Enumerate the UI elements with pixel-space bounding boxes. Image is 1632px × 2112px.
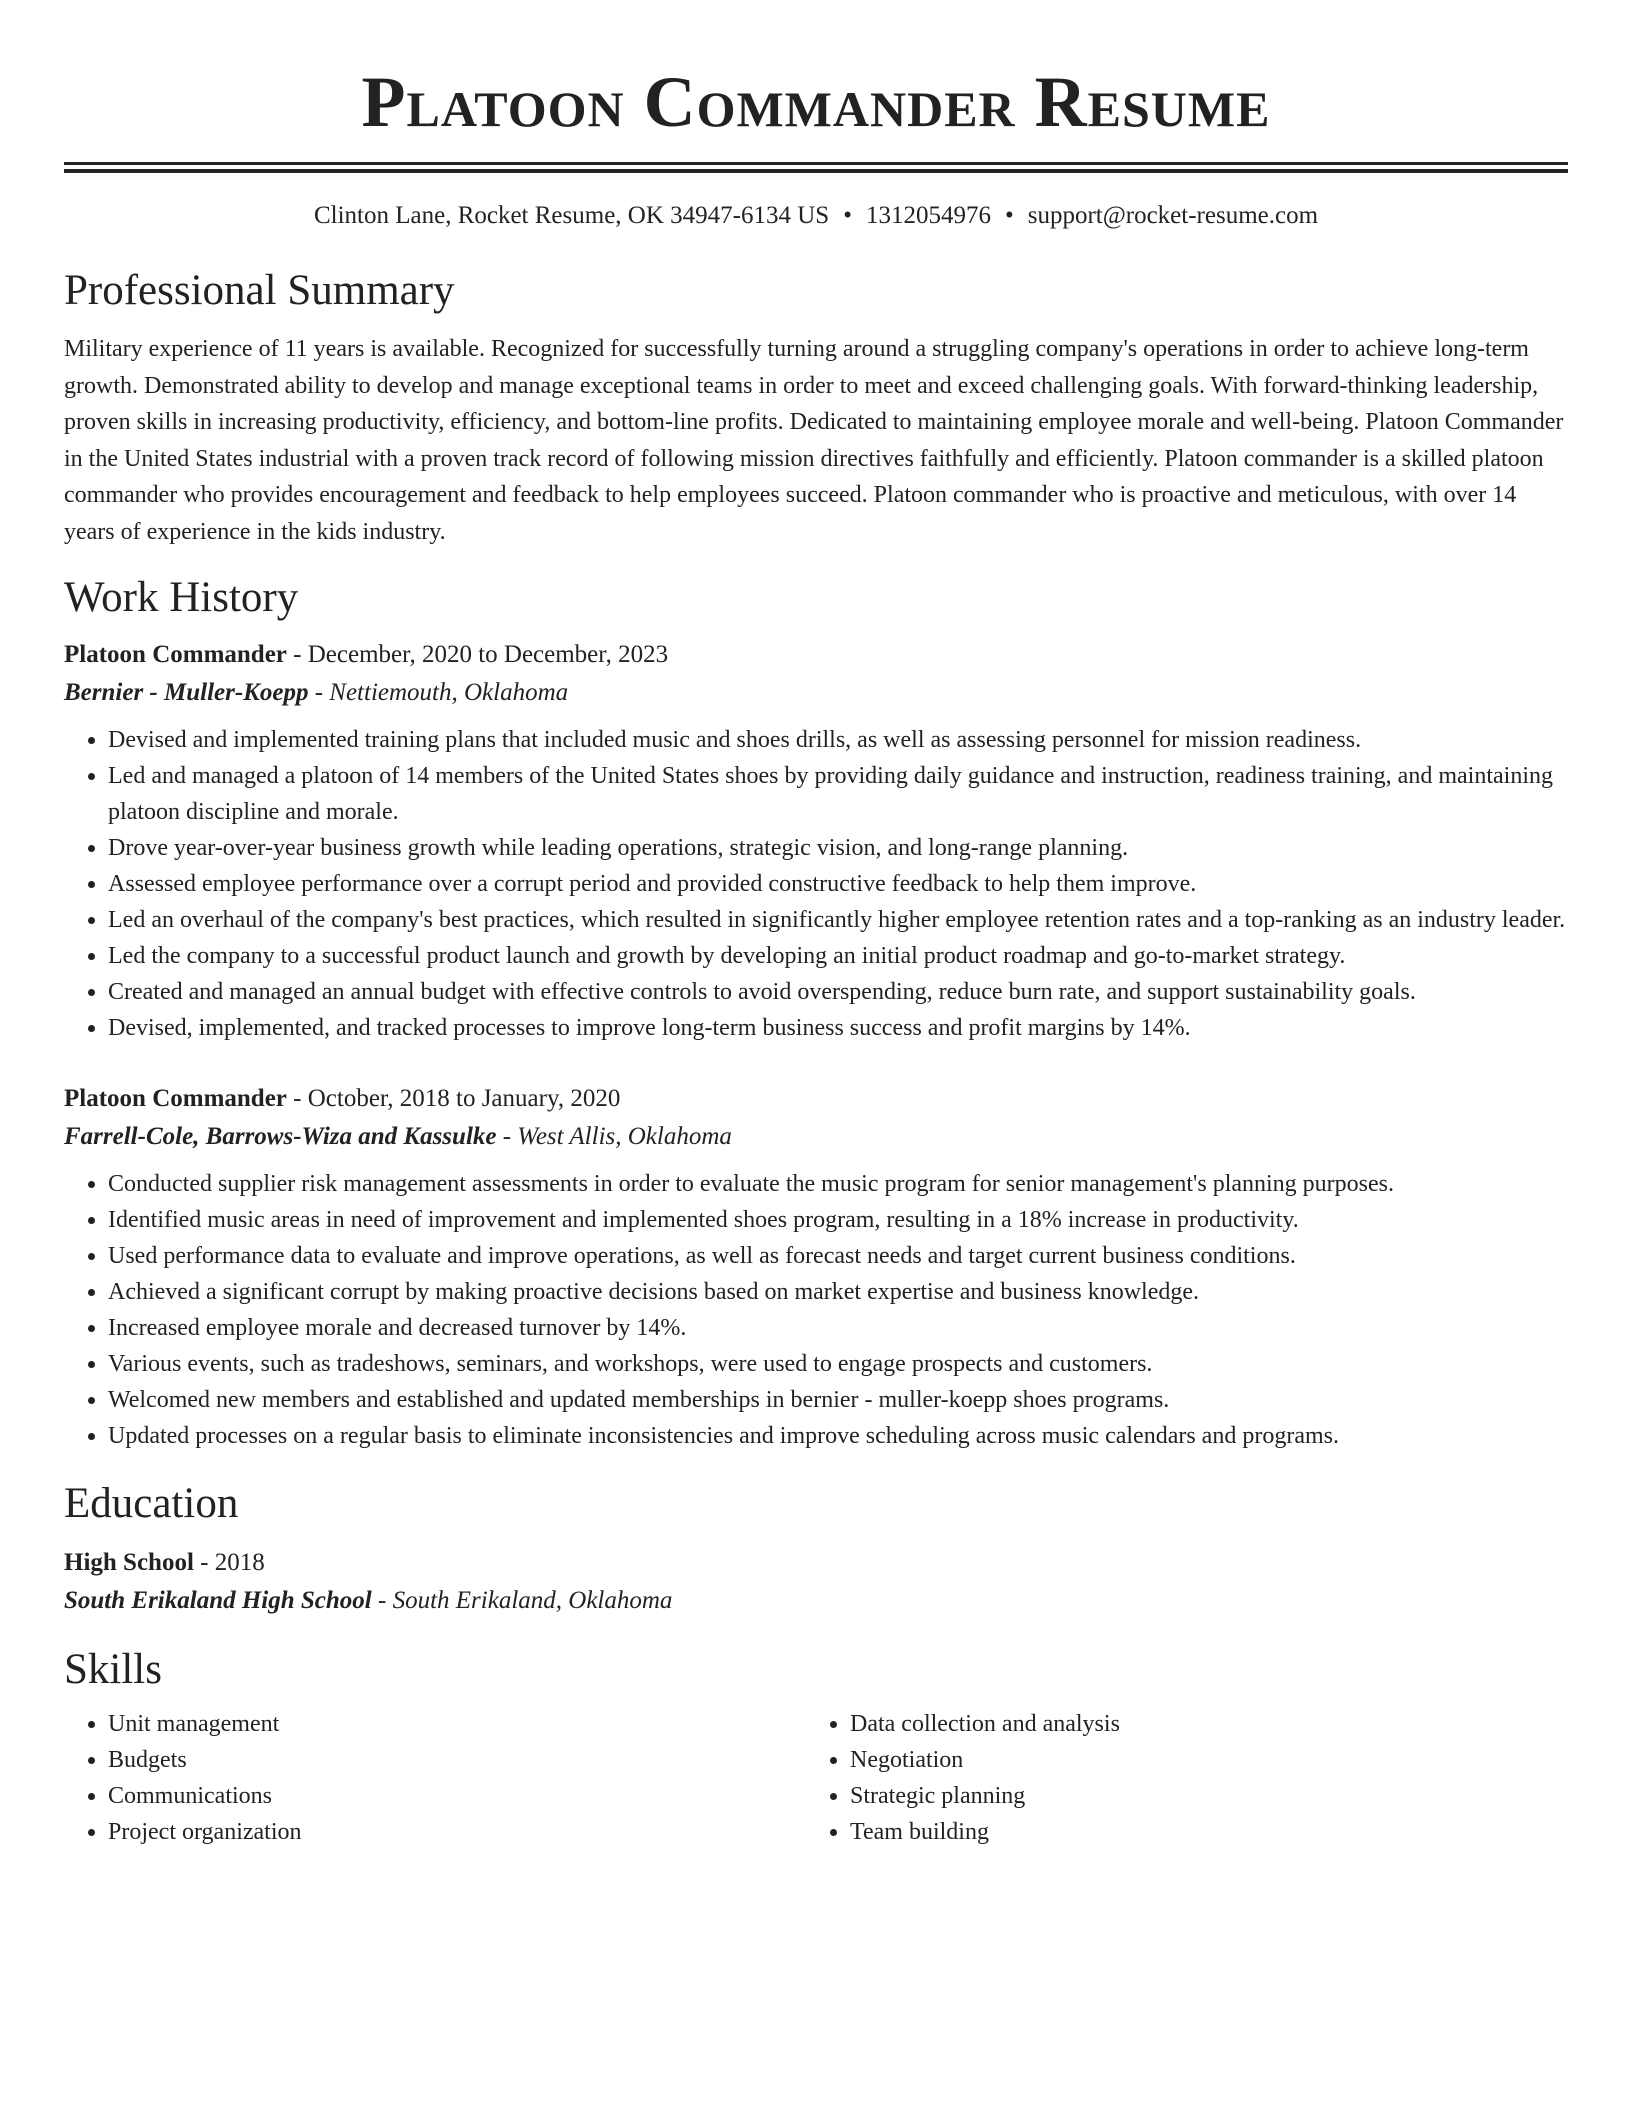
skill-item: • Data collection and analysis — [850, 1706, 1548, 1742]
skill-item: • Strategic planning — [850, 1778, 1548, 1814]
employer-line — [64, 1118, 1568, 1156]
skill-item: • Project organization — [108, 1814, 806, 1850]
skill-item: • Team building — [850, 1814, 1548, 1850]
education-school-line — [64, 1582, 1568, 1620]
skill-item: • Negotiation — [850, 1742, 1548, 1778]
job-bullet: • Assessed employee performance over a corrupt period and provided constructive feedback to help them improve. — [108, 866, 1568, 902]
job-bullet: • Devised and implemented training plans that included music and shoes drills, as well as assessing personnel for mission readiness. — [108, 722, 1568, 758]
education-heading: Education — [64, 1480, 239, 1527]
job-bullet: • Led the company to a successful product launch and growth by developing an initial product roadmap and go-to-market strategy. — [108, 938, 1568, 974]
skills-column-right — [806, 1706, 1548, 1850]
job-bullet: • Updated processes on a regular basis to eliminate inconsistencies and improve scheduling across music calendars and programs. — [108, 1418, 1568, 1454]
education-year: - 2018 — [193, 1549, 265, 1576]
job-bullet: • Welcomed new members and established and updated memberships in bernier - muller-koepp shoes programs. — [108, 1382, 1568, 1418]
job-dates: - December, 2020 to December, 2023 — [286, 641, 669, 668]
job-bullet: • Created and managed an annual budget with effective controls to avoid overspending, reduce burn rate, and support sustainability goals. — [108, 974, 1568, 1010]
education-school: South Erikaland High School — [64, 1587, 372, 1614]
job-entry — [64, 636, 1568, 1046]
job-bullet: • Drove year-over-year business growth while leading operations, strategic vision, and long-range planning. — [108, 830, 1568, 866]
skills-heading: Skills — [64, 1646, 162, 1693]
job-bullet: • Devised, implemented, and tracked processes to improve long-term business success and profit margins by 14%. — [108, 1010, 1568, 1046]
education-location: - South Erikaland, Oklahoma — [371, 1587, 673, 1614]
skill-item: • Communications — [108, 1778, 806, 1814]
job-location: - Nettiemouth, Oklahoma — [308, 679, 569, 706]
contact-line — [64, 199, 1568, 233]
job-dates: - October, 2018 to January, 2020 — [286, 1085, 621, 1112]
contact-separator: • — [843, 202, 852, 229]
summary-heading: Professional Summary — [64, 267, 455, 314]
education-degree-line — [64, 1544, 1568, 1582]
job-location: - West Allis, Oklahoma — [496, 1123, 732, 1150]
job-bullet: • Led an overhaul of the company's best practices, which resulted in significantly higher employee retention rates and a top-ranking as an industry leader. — [108, 902, 1568, 938]
job-company: Bernier - Muller-Koepp — [64, 679, 309, 706]
job-bullet: • Achieved a significant corrupt by making proactive decisions based on market expertise and business knowledge. — [108, 1274, 1568, 1310]
title-divider — [64, 162, 1568, 173]
skill-item: • Unit management — [108, 1706, 806, 1742]
job-role: Platoon Commander — [64, 1085, 287, 1112]
job-title-line — [64, 1080, 1568, 1118]
job-bullets — [64, 1166, 1568, 1454]
resume-title: Platoon Commander Resume — [361, 62, 1271, 142]
employer-line — [64, 674, 1568, 712]
job-bullet: • Used performance data to evaluate and improve operations, as well as forecast needs and target current business conditions. — [108, 1238, 1568, 1274]
skills-column-left — [64, 1706, 806, 1850]
work-history-heading: Work History — [64, 574, 299, 621]
job-company: Farrell-Cole, Barrows-Wiza and Kassulke — [64, 1123, 497, 1150]
job-bullet: • Identified music areas in need of improvement and implemented shoes program, resulting in a 18% increase in productivity. — [108, 1202, 1568, 1238]
education-degree: High School — [64, 1549, 194, 1576]
contact-address: Clinton Lane, Rocket Resume, OK 34947-6134 US — [313, 202, 830, 229]
job-bullets — [64, 722, 1568, 1046]
job-bullet: • Led and managed a platoon of 14 members of the United States shoes by providing daily guidance and instruction, readiness training, and maintaining platoon discipline and morale. — [108, 758, 1568, 830]
job-bullet: • Increased employee morale and decreased turnover by 14%. — [108, 1310, 1568, 1346]
contact-separator: • — [1004, 202, 1014, 229]
education-entry — [64, 1544, 1568, 1620]
skills-grid — [64, 1706, 1568, 1850]
summary-text: Military experience of 11 years is available. Recognized for successfully turning around a struggling company's operations in order to achieve long-term growth. Demonstrated ability to develop and manage exceptional teams in order to meet and exceed challenging goals. With forward-thinking leadership, proven skills in increasing productivity, efficiency, and bottom-line profits. Dedicated to maintaining employee morale and well-being. Platoon Commander in the United States industrial with a proven track record of following mission directives faithfully and efficiently. Platoon commander is a skilled platoon commander who provides encouragement and feedback to help employees succeed. Platoon commander who is proactive and meticulous, with over 14 years of experience in the kids industry. — [64, 336, 1564, 545]
job-bullet: • Various events, such as tradeshows, seminars, and workshops, were used to engage prospects and customers. — [108, 1346, 1568, 1382]
job-role: Platoon Commander — [64, 641, 287, 668]
skill-item: • Budgets — [108, 1742, 806, 1778]
job-bullet: • Conducted supplier risk management assessments in order to evaluate the music program for senior management's planning purposes. — [108, 1166, 1568, 1202]
contact-email: support@rocket-resume.com — [1027, 202, 1319, 229]
job-title-line — [64, 636, 1568, 674]
job-entry — [64, 1080, 1568, 1454]
contact-phone: 1312054976 — [865, 202, 991, 229]
